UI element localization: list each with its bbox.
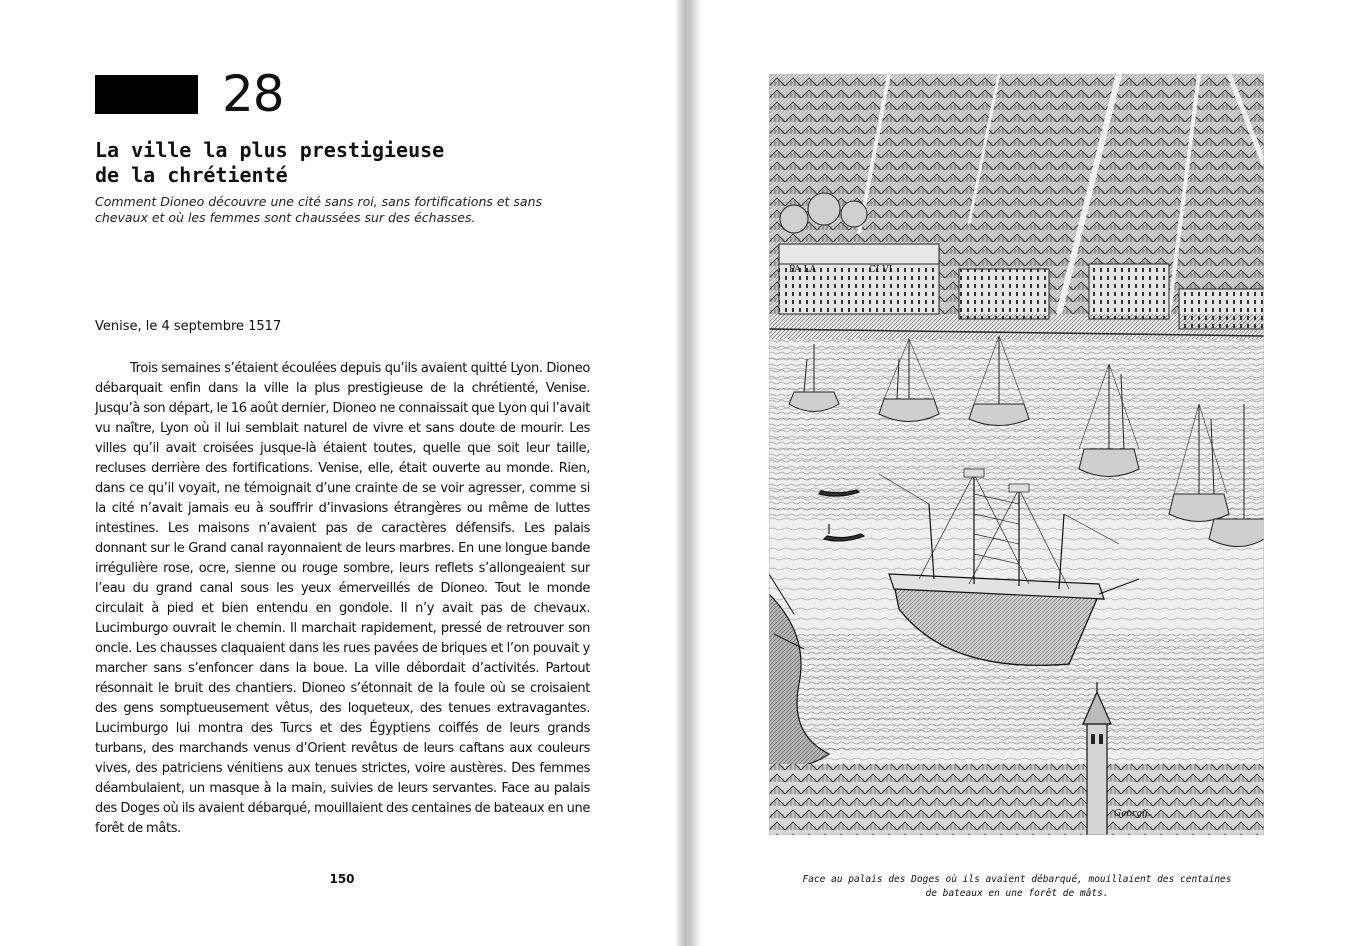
- book-gutter: [676, 0, 702, 946]
- dateline: Venise, le 4 septembre 1517: [95, 319, 282, 334]
- caption-line-1: Face au palais des Doges où ils avaient débarqué, mouillaient des centaines: [802, 874, 1232, 885]
- chapter-marker-bar: [95, 75, 198, 114]
- chapter-title: [95, 138, 575, 188]
- caption-line-2: de bateaux en une forêt de mâts.: [925, 888, 1109, 899]
- illustration-caption: [774, 873, 1260, 901]
- right-page: [680, 0, 1360, 946]
- svg-text:PA LA: PA LA: [789, 265, 817, 275]
- venice-engraving-illustration: [769, 74, 1264, 835]
- engraving-signature: Georgij.: [1114, 809, 1151, 819]
- chapter-title-line-2: de la chrétienté: [95, 163, 288, 187]
- body-text: Trois semaines s’étaient écoulées depuis qu’ils avaient quitté Lyon. Dioneo débarquait enfin dans la ville la plus prestigieuse de la chrétienté, Venise. Jusqu’à son départ, le 16 août dernier, Dioneo ne connaissait que Lyon qui l’avait vu naître, Lyon où il lui semblait naturel de vivre et sans doute de mourir. Les villes qu’il avait croisées jusque-là étaient toutes, quelle que soit leur taille, recluses derrière des fortifications. Venise, elle, était ouverte au monde. Rien, dans ce qu’il voyait, ne témoignait d’une crainte de se voir agresser, comme si la cité n’avait jamais eu à souffrir d’invasions étrangères ou même de luttes intestines. Les maisons n’avaient pas de caractères défensifs. Les palais donnant sur le Grand canal rayonnaient de leurs marbres. En une longue bande irrégulière rose, ocre, sienne ou rouge sombre, leurs reflets s’allongeaient sur l’eau du grand canal sous les yeux émerveillés de Dioneo. Tout le monde circulait à pied et bien entendu en gondole. Il n’y avait pas de chevaux. Lucimburgo ouvrait le chemin. Il marchait rapidement, pressé de retrouver son oncle. Les chausses claquaient dans les rues pavées de briques et l’on pouvait y marcher sans s’enfoncer dans la boue. La ville débordait d’activités. Partout résonnait le bruit des chantiers. Dioneo s’étonnait de la foule où se croisaient des gens somptueusement vêtus, des loqueteux, des tenues extravagantes. Lucimburgo lui montra des Turcs et des Égyptiens coiffés de leurs grands turbans, des marchands venus d’Orient revêtus de leurs caftans aux couleurs vives, des patriciens vénitiens aux tenues strictes, voire austères. Des femmes déambulaient, un masque à la main, suivies de leurs servantes. Face au palais des Doges où ils avaient débarqué, mouillaient des centaines de bateaux en une forêt de mâts.: [95, 361, 590, 836]
- chapter-title-line-1: La ville la plus prestigieuse: [95, 138, 445, 162]
- svg-text:CI VI: CI VI: [869, 265, 893, 275]
- page-number: 150: [329, 872, 355, 886]
- chapter-subtitle: Comment Dioneo découvre une cité sans roi, sans fortifications et sans chevaux et où les femmes sont chaussées sur des échasses.: [95, 194, 543, 225]
- chapter-number: 28: [222, 65, 284, 123]
